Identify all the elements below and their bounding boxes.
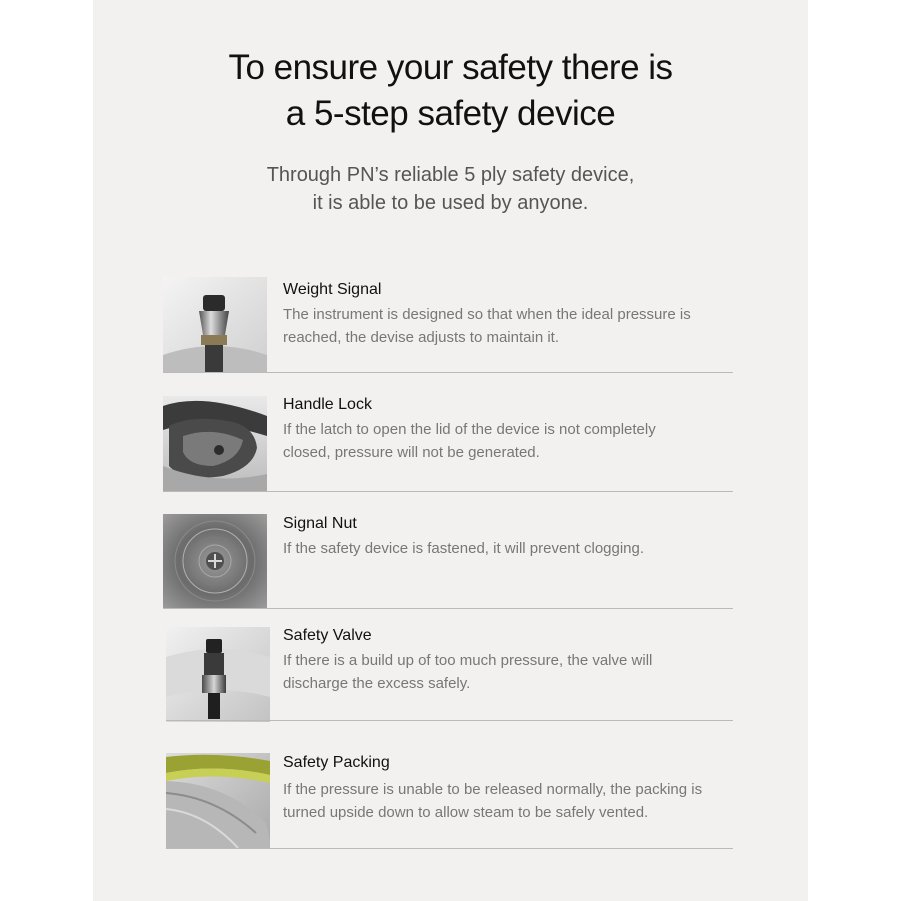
item-desc-safety-packing-line2: turned upside down to allow steam to be safely vented.: [283, 804, 649, 821]
item-desc-safety-valve-line1: If there is a build up of too much pressure, the valve will: [283, 652, 653, 669]
item-title-signal-nut: Signal Nut: [283, 515, 357, 532]
divider: [166, 720, 733, 721]
item-desc-handle-lock-line2: closed, pressure will not be generated.: [283, 444, 540, 461]
item-title-safety-packing: Safety Packing: [283, 754, 390, 771]
item-title-safety-valve: Safety Valve: [283, 627, 372, 644]
weight-signal-photo: [163, 277, 267, 372]
item-desc-weight-signal-line1: The instrument is designed so that when the ideal pressure is: [283, 306, 691, 323]
item-desc-signal-nut-line1: If the safety device is fastened, it will prevent clogging.: [283, 540, 645, 557]
signal-nut-photo: [163, 514, 267, 609]
item-title-weight-signal: Weight Signal: [283, 281, 382, 298]
item-title-handle-lock: Handle Lock: [283, 396, 372, 413]
item-desc-safety-packing-line1: If the pressure is unable to be released normally, the packing is: [283, 781, 703, 798]
safety-packing-photo: [166, 753, 270, 848]
divider: [163, 608, 733, 609]
divider: [163, 372, 733, 373]
safety-valve-photo: [166, 627, 270, 722]
page-title-line1: To ensure your safety there is: [228, 48, 673, 87]
subtitle-line1: Through PN’s reliable 5 ply safety device,: [266, 164, 635, 186]
divider: [166, 848, 733, 849]
item-desc-weight-signal-line2: reached, the devise adjusts to maintain it.: [283, 329, 559, 346]
subtitle-line2: it is able to be used by anyone.: [312, 192, 589, 214]
divider: [163, 491, 733, 492]
page-title-line2: a 5-step safety device: [285, 94, 616, 133]
item-desc-safety-valve-line2: discharge the excess safely.: [283, 675, 471, 692]
item-desc-handle-lock-line1: If the latch to open the lid of the device is not completely: [283, 421, 656, 438]
handle-lock-photo: [163, 396, 267, 491]
